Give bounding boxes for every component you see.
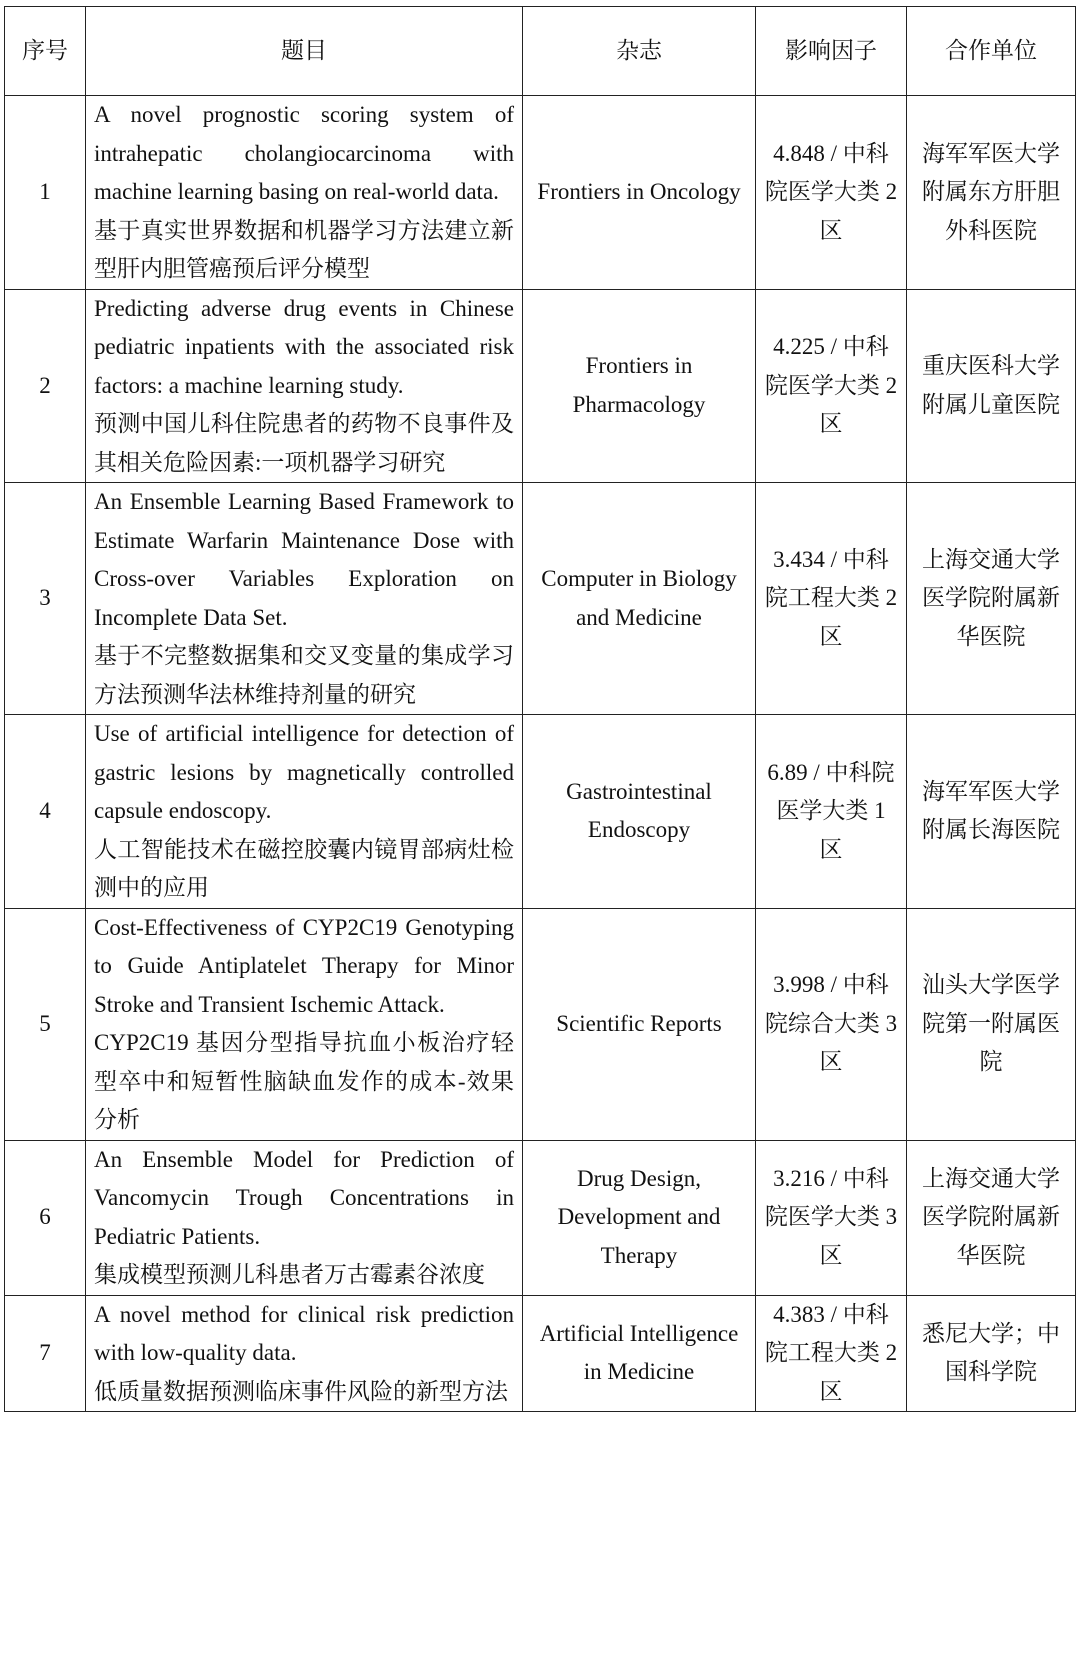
header-row <box>5 7 1076 96</box>
paper-title-zh: 基于真实世界数据和机器学习方法建立新型肝内胆管癌预后评分模型 <box>94 217 514 281</box>
journal-name: Computer in Biology and Medicine <box>523 483 756 715</box>
paper-title-en: An Ensemble Model for Prediction of Vancomycin Trough Concentrations in Pediatric Patients. <box>94 1146 514 1249</box>
paper-title-en: Cost-Effectiveness of CYP2C19 Genotyping to Guide Antiplatelet Therapy for Minor Stroke and Transient Ischemic Attack. <box>94 914 514 1017</box>
row-number: 4 <box>5 715 86 909</box>
header-organization: 合作单位 <box>907 7 1076 96</box>
table-row <box>5 483 1076 715</box>
table-header <box>5 7 1076 96</box>
journal-name: Frontiers in Pharmacology <box>523 289 756 483</box>
paper-title-en: Use of artificial intelligence for detection of gastric lesions by magnetically controlled capsule endoscopy. <box>94 721 514 823</box>
table-row <box>5 96 1076 290</box>
journal-name: Drug Design, Development and Therapy <box>523 1140 756 1295</box>
table-row <box>5 289 1076 483</box>
partner-organization: 海军军医大学附属长海医院 <box>907 715 1076 909</box>
impact-factor: 3.216 / 中科院医学大类 3 区 <box>756 1140 907 1295</box>
paper-title <box>86 483 523 715</box>
paper-title-en: An Ensemble Learning Based Framework to Estimate Warfarin Maintenance Dose with Cross-over Variables Exploration on Incomplete Data Set. <box>94 489 514 630</box>
header-title: 题目 <box>86 7 523 96</box>
paper-title <box>86 96 523 290</box>
journal-name: Gastrointestinal Endoscopy <box>523 715 756 909</box>
paper-title-en: Predicting adverse drug events in Chinese pediatric inpatients with the associated risk factors: a machine learning study. <box>94 295 514 398</box>
paper-title-zh: 集成模型预测儿科患者万古霉素谷浓度 <box>94 1262 485 1287</box>
header-journal: 杂志 <box>523 7 756 96</box>
paper-title <box>86 289 523 483</box>
row-number: 3 <box>5 483 86 715</box>
journal-name: Scientific Reports <box>523 908 756 1140</box>
partner-organization: 重庆医科大学附属儿童医院 <box>907 289 1076 483</box>
journal-name: Frontiers in Oncology <box>523 96 756 290</box>
table-row <box>5 1295 1076 1412</box>
table-row <box>5 1140 1076 1295</box>
paper-title-en: A novel prognostic scoring system of intrahepatic cholangiocarcinoma with machine learning basing on real-world data. <box>94 102 514 204</box>
publication-table <box>4 6 1076 1412</box>
paper-title <box>86 715 523 909</box>
table-row <box>5 908 1076 1140</box>
paper-title-zh: 低质量数据预测临床事件风险的新型方法 <box>94 1378 508 1404</box>
impact-factor: 4.225 / 中科院医学大类 2 区 <box>756 289 907 483</box>
paper-title-en: A novel method for clinical risk prediction with low-quality data. <box>94 1301 514 1365</box>
paper-title <box>86 1140 523 1295</box>
row-number: 6 <box>5 1140 86 1295</box>
row-number: 5 <box>5 908 86 1140</box>
impact-factor: 3.434 / 中科院工程大类 2 区 <box>756 483 907 715</box>
header-impact-factor: 影响因子 <box>756 7 907 96</box>
header-no: 序号 <box>5 7 86 96</box>
paper-title-zh: CYP2C19 基因分型指导抗血小板治疗轻型卒中和短暂性脑缺血发作的成本-效果分析 <box>94 1030 514 1132</box>
impact-factor: 6.89 / 中科院医学大类 1 区 <box>756 715 907 909</box>
row-number: 1 <box>5 96 86 290</box>
impact-factor: 4.848 / 中科院医学大类 2 区 <box>756 96 907 290</box>
partner-organization: 上海交通大学医学院附属新华医院 <box>907 483 1076 715</box>
partner-organization: 海军军医大学附属东方肝胆外科医院 <box>907 96 1076 290</box>
paper-title <box>86 908 523 1140</box>
partner-organization: 上海交通大学医学院附属新华医院 <box>907 1140 1076 1295</box>
paper-title-zh: 预测中国儿科住院患者的药物不良事件及其相关危险因素:一项机器学习研究 <box>94 411 514 475</box>
paper-title-zh: 人工智能技术在磁控胶囊内镜胃部病灶检测中的应用 <box>94 836 514 900</box>
table-row <box>5 715 1076 909</box>
paper-title-zh: 基于不完整数据集和交叉变量的集成学习方法预测华法林维持剂量的研究 <box>94 643 514 707</box>
paper-title <box>86 1295 523 1412</box>
impact-factor: 3.998 / 中科院综合大类 3 区 <box>756 908 907 1140</box>
partner-organization: 悉尼大学；中国科学院 <box>907 1295 1076 1412</box>
row-number: 2 <box>5 289 86 483</box>
row-number: 7 <box>5 1295 86 1412</box>
impact-factor: 4.383 / 中科院工程大类 2 区 <box>756 1295 907 1412</box>
table-body <box>5 96 1076 1412</box>
journal-name: Artificial Intelligence in Medicine <box>523 1295 756 1412</box>
partner-organization: 汕头大学医学院第一附属医院 <box>907 908 1076 1140</box>
